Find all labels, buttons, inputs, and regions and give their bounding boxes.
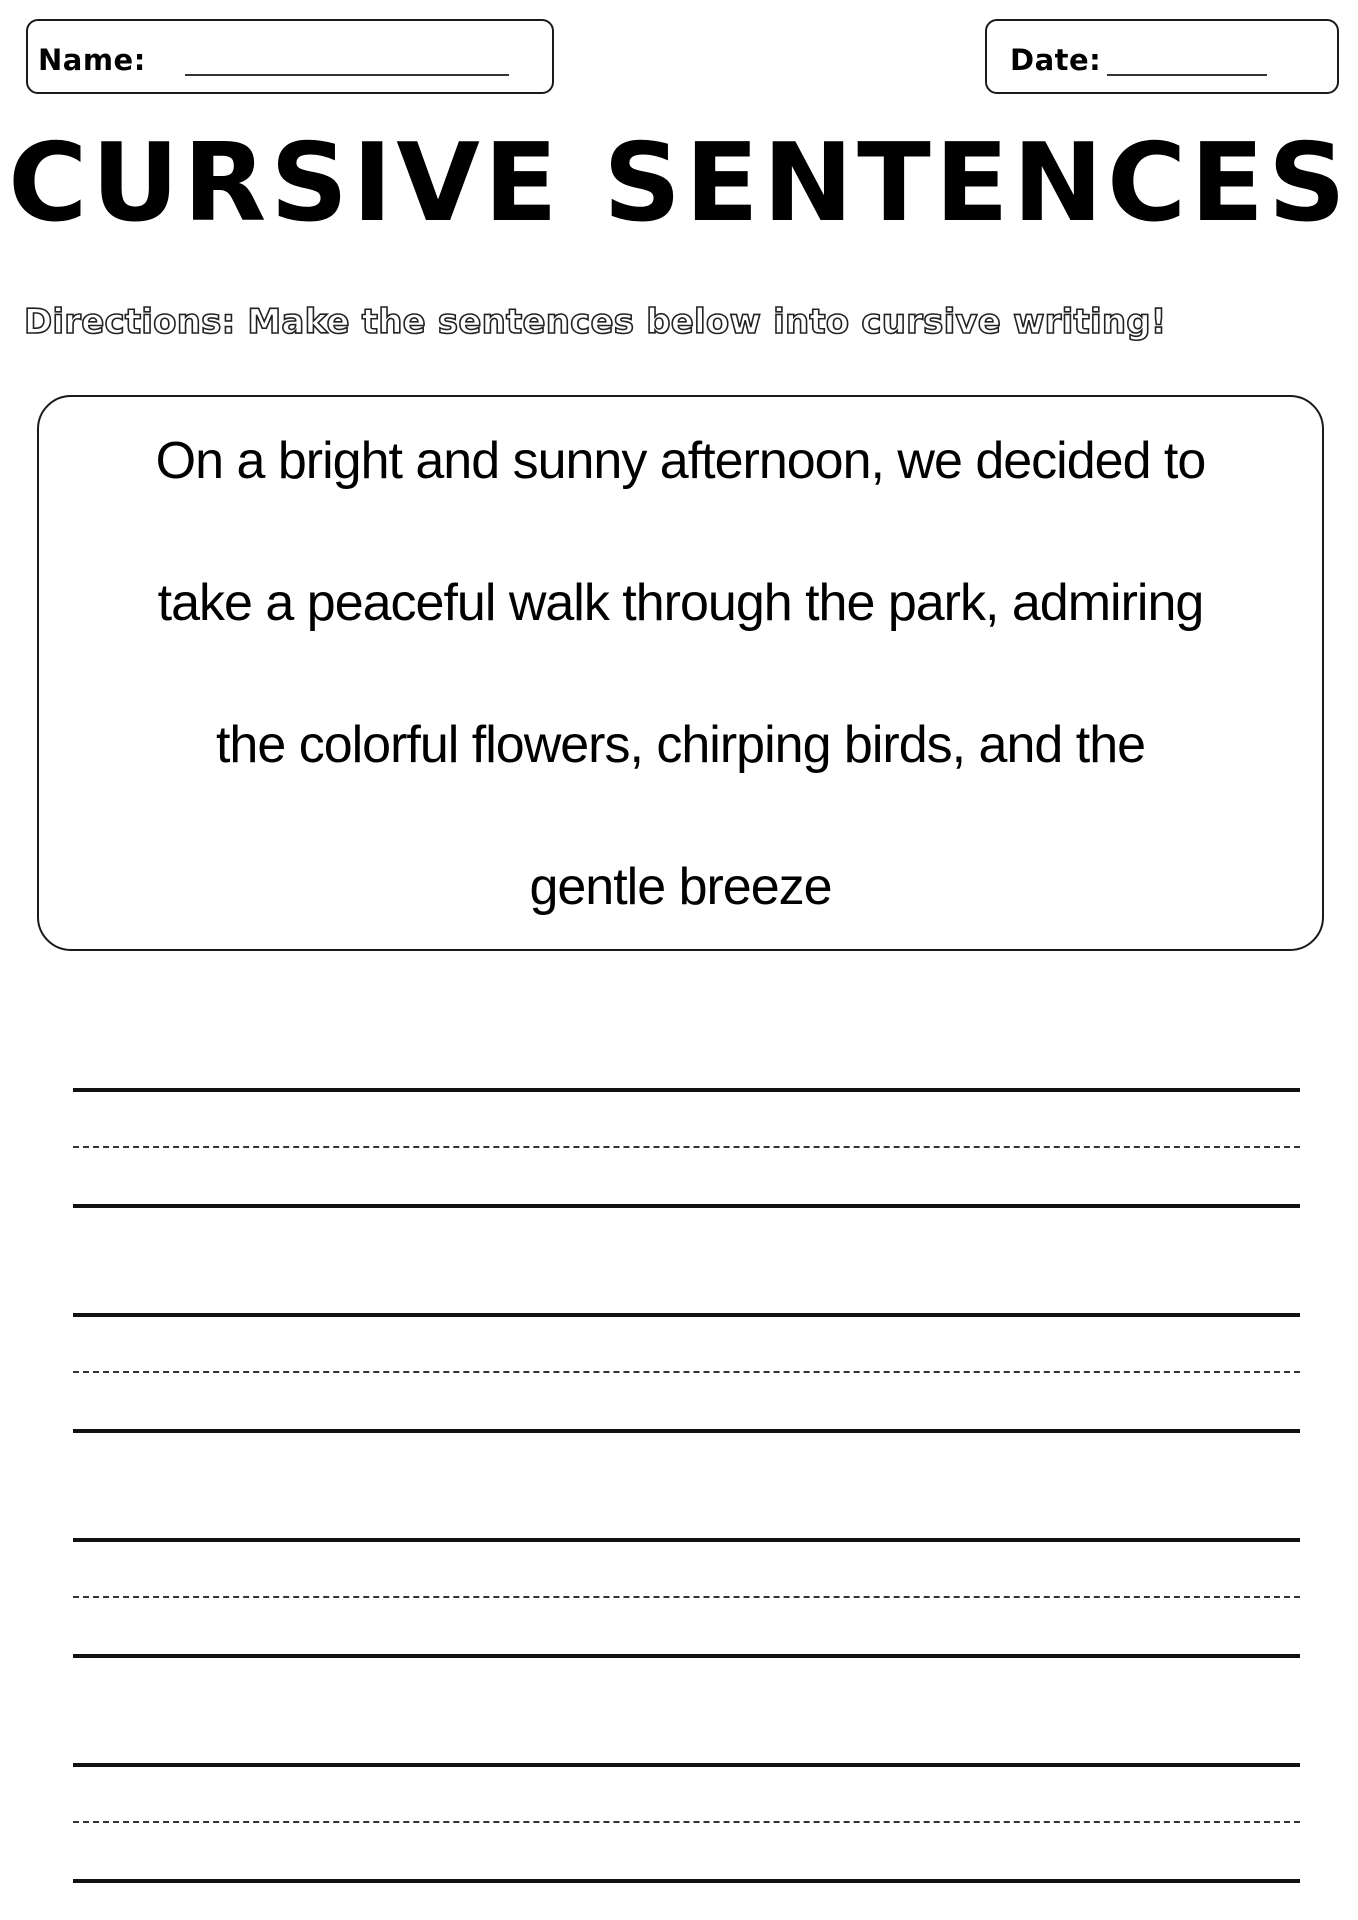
writing-lines-group[interactable] [73, 1538, 1300, 1658]
midline-dashed [73, 1371, 1300, 1373]
sentence-line: gentle breeze [529, 858, 832, 916]
date-label: Date: [1010, 43, 1102, 77]
page-title: CURSIVE SENTENCES [8, 121, 1350, 246]
name-input-line[interactable] [185, 74, 509, 76]
midline-dashed [73, 1146, 1300, 1148]
writing-lines-group[interactable] [73, 1313, 1300, 1433]
base-line [73, 1654, 1300, 1658]
name-label: Name: [38, 43, 146, 77]
top-line [73, 1538, 1300, 1542]
top-line [73, 1088, 1300, 1092]
midline-dashed [73, 1821, 1300, 1823]
base-line [73, 1429, 1300, 1433]
base-line [73, 1879, 1300, 1883]
top-line [73, 1313, 1300, 1317]
writing-lines-group[interactable] [73, 1088, 1300, 1208]
sentence-line: the colorful flowers, chirping birds, and the [215, 716, 1146, 774]
name-field[interactable] [26, 19, 554, 94]
date-field[interactable] [985, 19, 1339, 94]
directions-text: Directions: Make the sentences below into cursive writing! [24, 302, 1167, 342]
writing-lines-group[interactable] [73, 1763, 1300, 1883]
sentence-box [37, 395, 1324, 951]
base-line [73, 1204, 1300, 1208]
top-line [73, 1763, 1300, 1767]
midline-dashed [73, 1596, 1300, 1598]
date-input-line[interactable] [1107, 74, 1267, 76]
sentence-line: take a peaceful walk through the park, admiring [157, 574, 1204, 632]
sentence-line: On a bright and sunny afternoon, we decided to [155, 432, 1206, 490]
